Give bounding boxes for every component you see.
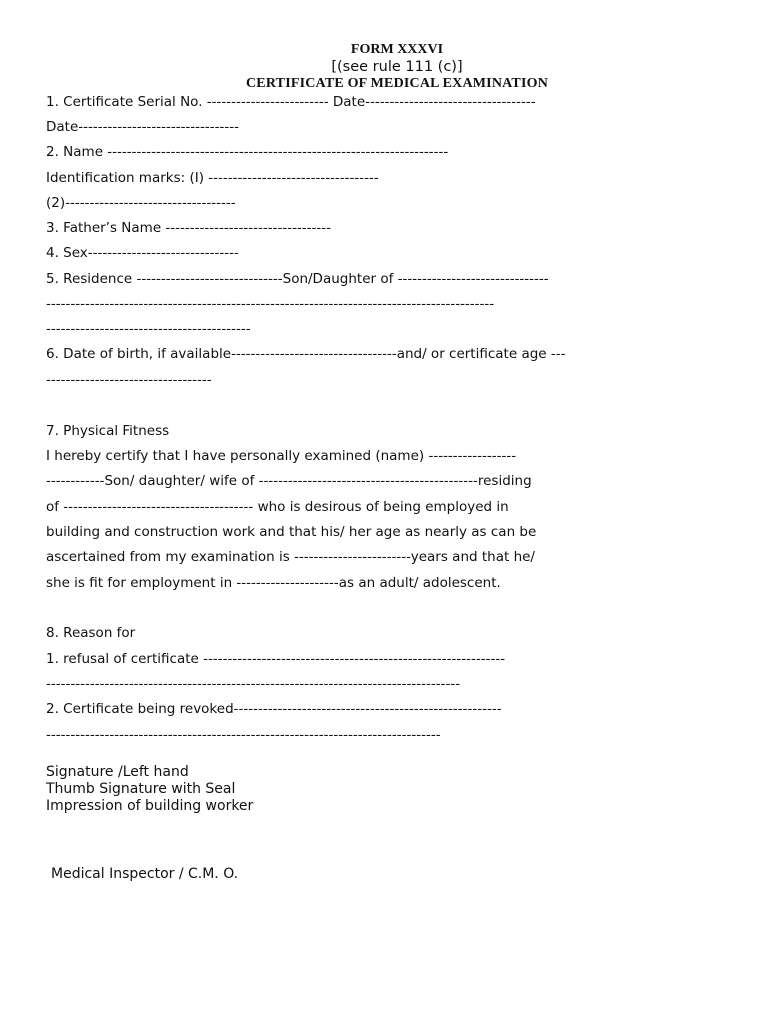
field-certificate-revoked: 2. Certificate being revoked------------------------------------------------------- (46, 701, 502, 717)
field-name: 2. Name ---------------------------------------------------------------------- (46, 144, 449, 160)
fitness-text-line: she is fit for employment in ---------------------as an adult/ adolescent. (46, 575, 501, 591)
field-identification-marks-2: (2)----------------------------------- (46, 195, 236, 211)
signature-label-line-3: Impression of building worker (46, 798, 254, 814)
field-fathers-name: 3. Father’s Name ---------------------------------- (46, 220, 332, 236)
section-physical-fitness: 7. Physical Fitness (46, 423, 170, 439)
fitness-text-line: building and construction work and that his/ her age as nearly as can be (46, 524, 537, 540)
fitness-text-line: of --------------------------------------- who is desirous of being employed in (46, 499, 509, 515)
signature-label-line-1: Signature /Left hand (46, 764, 189, 780)
form-title: FORM XXXVI (350, 42, 444, 57)
form-rule-reference: [(see rule 111 (c)] (331, 59, 463, 75)
fitness-text-line: ascertained from my examination is ------------------------years and that he/ (46, 549, 535, 565)
section-reason-for: 8. Reason for (46, 625, 136, 641)
field-date-of-birth-continued: ---------------------------------- (46, 372, 212, 388)
fitness-text-line: ------------Son/ daughter/ wife of ---------------------------------------------residing (46, 473, 532, 489)
field-residence: 5. Residence ------------------------------Son/Daughter of ------------------------------- (46, 271, 549, 287)
field-identification-marks-1: Identification marks: (I) ----------------------------------- (46, 170, 379, 186)
fitness-text-line: I hereby certify that I have personally examined (name) ------------------ (46, 448, 517, 464)
field-revoked-continued: --------------------------------------------------------------------------------- (46, 727, 441, 743)
field-residence-continued: -------------------------------------------------------------------------------------------- (46, 296, 495, 312)
field-date: Date--------------------------------- (46, 119, 240, 135)
field-date-of-birth: 6. Date of birth, if available----------------------------------and/ or certificate age --- (46, 346, 566, 362)
form-subtitle: CERTIFICATE OF MEDICAL EXAMINATION (245, 76, 549, 91)
field-residence-continued-2: ------------------------------------------ (46, 321, 251, 337)
field-refusal-continued: ------------------------------------------------------------------------------------- (46, 676, 461, 692)
field-sex: 4. Sex------------------------------- (46, 245, 239, 261)
field-serial-number: 1. Certificate Serial No. ------------------------- Date----------------------------------- (46, 94, 536, 110)
signature-label-line-2: Thumb Signature with Seal (46, 781, 236, 797)
medical-inspector-label: Medical Inspector / C.M. O. (51, 866, 239, 882)
field-refusal-of-certificate: 1. refusal of certificate -------------------------------------------------------------- (46, 651, 506, 667)
